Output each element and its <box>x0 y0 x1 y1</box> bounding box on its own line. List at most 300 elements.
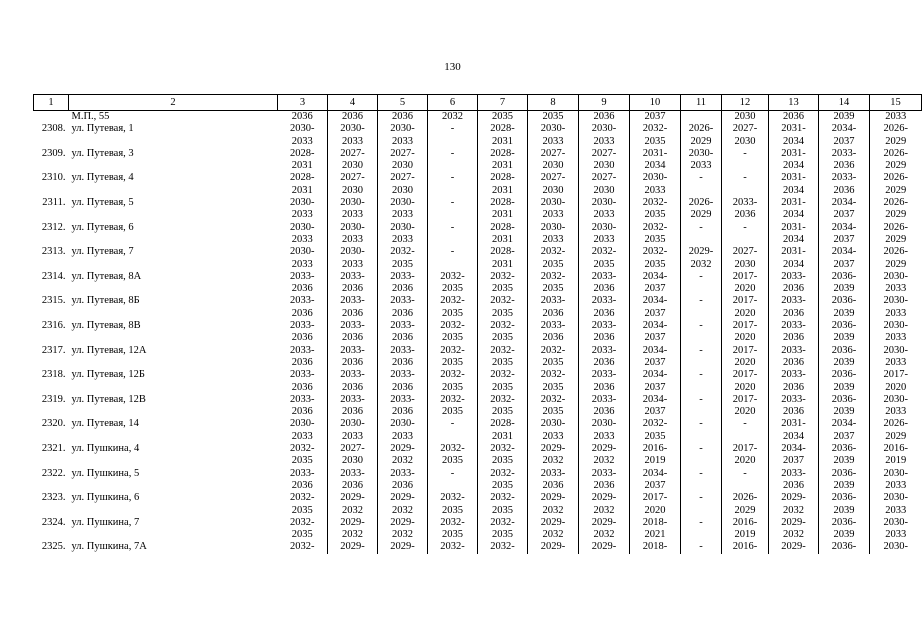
year-range-cell: 2028- 2031 <box>478 222 528 247</box>
year-range-cell: 2033- 2036 <box>290 295 315 319</box>
year-range-cell: 2036- 2039 <box>819 492 870 517</box>
year-range-cell: 2034- 2037 <box>819 222 870 247</box>
year-range-cell: 2031- 2034 <box>769 222 819 247</box>
year-range-cell: 2017- 2020 <box>722 443 769 468</box>
year-range-cell: 2030- 2033 <box>290 418 315 442</box>
year-range-cell: 2033 <box>870 111 922 124</box>
year-range-cell: 2034- 2037 <box>630 271 681 296</box>
address-cell: ул. Пушкина, 6 <box>71 492 140 504</box>
year-range-cell: 2032- 2035 <box>428 295 478 320</box>
year-range-cell: 2030- 2033 <box>579 418 630 443</box>
year-range-cell: 2016- 2019 <box>630 443 681 468</box>
row-number: 2312. <box>41 221 66 233</box>
column-header: 5 <box>378 95 428 111</box>
table-row <box>34 320 922 345</box>
year-range-cell: 2030- 2033 <box>579 197 630 222</box>
year-range-cell: - <box>681 541 722 553</box>
year-range-cell: 2016- <box>722 541 769 553</box>
year-range-cell: 2026- 2029 <box>870 418 922 443</box>
year-range-cell: 2027- 2030 <box>378 148 428 173</box>
year-range-cell: 2028- 2031 <box>478 148 528 173</box>
year-range-cell: 2017- 2020 <box>870 369 922 394</box>
year-range-cell: - <box>681 468 722 493</box>
year-range-cell: - <box>722 172 769 197</box>
year-range-cell: 2033- 2036 <box>579 345 630 370</box>
year-range-cell: 2028- 2031 <box>290 147 315 172</box>
year-range-cell: - <box>722 418 769 443</box>
row-number: 2323. <box>41 492 66 504</box>
year-range-cell: 2031- 2034 <box>769 123 819 148</box>
column-header: 12 <box>722 95 769 111</box>
year-range-cell: 2031- 2034 <box>769 418 819 443</box>
year-range-cell: 2032- 2035 <box>428 394 478 419</box>
year-range-cell: 2033- 2036 <box>328 271 378 296</box>
table-row <box>34 222 922 247</box>
year-range-cell: 2030- 2033 <box>528 197 579 222</box>
year-range-cell: 2036- <box>819 541 870 553</box>
year-range-cell: 2018- <box>630 541 681 553</box>
year-range-cell: - <box>681 271 722 296</box>
year-range-cell: - <box>681 320 722 345</box>
address-cell: М.П., 55 <box>71 111 110 122</box>
year-range-cell: - <box>681 418 722 443</box>
year-range-cell: 2018- 2021 <box>630 517 681 542</box>
address-cell: ул. Пушкина, 7 <box>71 516 140 528</box>
year-range-cell: 2034- 2037 <box>819 197 870 222</box>
year-range-cell: 2030- 2033 <box>870 295 922 320</box>
year-range-cell: 2033- 2036 <box>290 393 315 418</box>
year-range-cell: 2033- 2036 <box>378 271 428 296</box>
year-range-cell: 2029- 2032 <box>328 517 378 542</box>
year-range-cell: - <box>428 197 478 222</box>
year-range-cell: - <box>681 517 722 542</box>
address-cell: ул. Путевая, 5 <box>71 197 134 209</box>
year-range-cell: 2027- 2030 <box>528 172 579 197</box>
year-range-cell: 2029- 2032 <box>579 517 630 542</box>
table-row <box>34 541 922 553</box>
year-range-cell: 2030- 2033 <box>378 222 428 247</box>
year-range-cell: 2039 <box>819 111 870 124</box>
year-range-cell: - <box>681 443 722 468</box>
year-range-cell: 2034- 2037 <box>630 468 681 493</box>
schedule-table <box>33 94 922 554</box>
year-range-cell: 2032- 2035 <box>630 123 681 148</box>
table-row <box>34 418 922 443</box>
year-range-cell: 2033- 2036 <box>328 468 378 493</box>
table-row <box>34 468 922 493</box>
year-range-cell: 2029- 2032 <box>681 246 722 271</box>
year-range-cell: 2032- 2035 <box>478 320 528 345</box>
row-number: 2317. <box>41 344 66 356</box>
year-range-cell: 2036- 2039 <box>819 320 870 345</box>
column-header: 4 <box>328 95 378 111</box>
year-range-cell: 2034- 2037 <box>630 295 681 320</box>
year-range-cell: 2030- 2033 <box>870 320 922 345</box>
year-range-cell: 2034- 2037 <box>819 418 870 443</box>
year-range-cell: 2033- 2036 <box>769 345 819 370</box>
address-cell: ул. Пушкина, 5 <box>71 467 140 479</box>
row-number: 2311. <box>42 197 66 209</box>
year-range-cell: 2029- 2032 <box>579 492 630 517</box>
year-range-cell: 2032- 2035 <box>428 369 478 394</box>
year-range-cell: 2033- 2036 <box>769 295 819 320</box>
column-header: 15 <box>870 95 922 111</box>
year-range-cell: 2030- 2033 <box>528 222 579 247</box>
table-header-row <box>34 95 922 111</box>
year-range-cell: 2027- 2030 <box>328 172 378 197</box>
year-range-cell: 2029- 2032 <box>378 443 428 468</box>
year-range-cell: 2033- 2036 <box>528 320 579 345</box>
table-row <box>34 123 922 148</box>
year-range-cell: 2035 <box>478 111 528 124</box>
year-range-cell: 2027- 2030 <box>722 246 769 271</box>
row-number: 2308. <box>41 123 66 135</box>
year-range-cell: 2032- 2035 <box>478 345 528 370</box>
year-range-cell: 2029- 2032 <box>378 517 428 542</box>
year-range-cell: 2029- 2032 <box>528 492 579 517</box>
year-range-cell: 2032- 2035 <box>428 443 478 468</box>
year-range-cell: 2028- 2031 <box>478 418 528 443</box>
year-range-cell: 2030- 2033 <box>328 418 378 443</box>
year-range-cell: 2028- 2031 <box>290 172 315 196</box>
year-range-cell: 2032- 2035 <box>528 246 579 271</box>
year-range-cell: 2033- 2036 <box>378 295 428 320</box>
year-range-cell: 2035 <box>528 111 579 124</box>
year-range-cell: 2036- 2039 <box>819 443 870 468</box>
year-range-cell: 2030- 2033 <box>579 123 630 148</box>
column-header: 2 <box>69 95 278 111</box>
row-number: 2314. <box>41 270 66 282</box>
year-range-cell: 2032 <box>428 111 478 124</box>
address-cell: ул. Путевая, 4 <box>71 172 134 184</box>
year-range-cell: - <box>428 418 478 443</box>
year-range-cell: 2027- 2030 <box>328 148 378 173</box>
year-range-cell: 2030- 2033 <box>290 197 315 221</box>
year-range-cell: - <box>681 222 722 247</box>
table-row <box>34 148 922 173</box>
address-cell: ул. Путевая, 3 <box>71 147 134 159</box>
address-cell: ул. Путевая, 12В <box>71 393 146 405</box>
year-range-cell: 2026- 2029 <box>870 222 922 247</box>
year-range-cell: 2032- 2035 <box>478 443 528 468</box>
address-cell: ул. Путевая, 7 <box>71 246 134 258</box>
address-cell: ул. Путевая, 8В <box>71 320 141 332</box>
year-range-cell: 2033- 2036 <box>378 320 428 345</box>
year-range-cell: - <box>722 468 769 493</box>
year-range-cell: 2032- 2035 <box>290 443 315 467</box>
year-range-cell: 2036- 2039 <box>819 295 870 320</box>
year-range-cell: 2030- 2033 <box>290 246 315 270</box>
year-range-cell: 2032- 2035 <box>630 246 681 271</box>
table-row <box>34 111 922 124</box>
table-row <box>34 246 922 271</box>
year-range-cell: 2033- 2036 <box>579 271 630 296</box>
year-range-cell <box>681 111 722 124</box>
year-range-cell: 2031- 2034 <box>769 172 819 197</box>
year-range-cell: 2017- 2020 <box>630 492 681 517</box>
year-range-cell: 2032- 2035 <box>528 369 579 394</box>
year-range-cell: 2030- 2033 <box>870 492 922 517</box>
year-range-cell: 2033- 2036 <box>819 172 870 197</box>
year-range-cell: 2031- 2034 <box>769 246 819 271</box>
year-range-cell: 2017- 2020 <box>722 369 769 394</box>
year-range-cell: 2032- 2035 <box>428 517 478 542</box>
year-range-cell: 2027- 2030 <box>528 148 579 173</box>
row-number: 2325. <box>41 541 66 553</box>
year-range-cell: 2029- <box>769 541 819 553</box>
year-range-cell: 2017- 2020 <box>722 320 769 345</box>
year-range-cell: 2017- 2020 <box>722 295 769 320</box>
table-row <box>34 394 922 419</box>
year-range-cell: 2036- 2039 <box>819 369 870 394</box>
year-range-cell: 2032- 2035 <box>478 271 528 296</box>
year-range-cell: 2030- 2033 <box>290 221 315 245</box>
table-row <box>34 369 922 394</box>
year-range-cell: 2033- 2036 <box>290 270 315 295</box>
year-range-cell: 2017- 2020 <box>722 394 769 419</box>
year-range-cell: 2030- 2033 <box>378 197 428 222</box>
year-range-cell: - <box>722 222 769 247</box>
row-number: 2321. <box>41 443 66 455</box>
year-range-cell: 2033- 2036 <box>378 394 428 419</box>
year-range-cell: 2030- 2033 <box>870 517 922 542</box>
year-range-cell: 2032- 2035 <box>428 345 478 370</box>
table-row <box>34 197 922 222</box>
year-range-cell: 2031- 2034 <box>630 148 681 173</box>
year-range-cell: 2034- 2037 <box>819 246 870 271</box>
year-range-cell: - <box>681 172 722 197</box>
address-cell: ул. Путевая, 12А <box>71 344 147 356</box>
year-range-cell: 2036- 2039 <box>819 271 870 296</box>
column-header: 6 <box>428 95 478 111</box>
year-range-cell: 2026- 2029 <box>870 148 922 173</box>
year-range-cell: 2029- <box>579 541 630 553</box>
year-range-cell: 2032- 2035 <box>290 492 315 516</box>
year-range-cell: 2029- 2032 <box>378 492 428 517</box>
year-range-cell: 2032- 2035 <box>478 468 528 493</box>
year-range-cell: 2032- 2035 <box>478 295 528 320</box>
year-range-cell: 2030- 2033 <box>328 246 378 271</box>
year-range-cell: - <box>681 492 722 517</box>
year-range-cell: 2034- 2037 <box>819 123 870 148</box>
column-header: 14 <box>819 95 870 111</box>
year-range-cell: 2026- 2029 <box>870 123 922 148</box>
column-header: 7 <box>478 95 528 111</box>
column-header: 1 <box>34 95 69 111</box>
year-range-cell: 2029- 2032 <box>528 517 579 542</box>
year-range-cell: 2017- 2020 <box>722 271 769 296</box>
year-range-cell: 2027- 2030 <box>579 148 630 173</box>
year-range-cell: 2033- 2036 <box>769 320 819 345</box>
year-range-cell: 2027- 2030 <box>579 172 630 197</box>
year-range-cell: 2030- 2033 <box>528 418 579 443</box>
year-range-cell: 2032- 2035 <box>630 418 681 443</box>
year-range-cell: 2033- 2036 <box>579 295 630 320</box>
year-range-cell: 2033- 2036 <box>579 320 630 345</box>
year-range-cell: 2031- 2034 <box>769 148 819 173</box>
year-range-cell: 2027- 2030 <box>722 123 769 148</box>
year-range-cell: 2030- 2033 <box>681 148 722 173</box>
row-number: 2310. <box>41 172 66 184</box>
year-range-cell: 2036 <box>328 111 378 124</box>
table-row <box>34 295 922 320</box>
year-range-cell: 2030- 2033 <box>328 197 378 222</box>
year-range-cell: 2030- 2033 <box>290 123 315 147</box>
year-range-cell: 2036 <box>769 111 819 124</box>
year-range-cell: 2033- 2036 <box>579 369 630 394</box>
year-range-cell: 2036- 2039 <box>819 468 870 493</box>
row-number: 2315. <box>41 295 66 307</box>
year-range-cell: 2030- 2033 <box>630 172 681 197</box>
year-range-cell: 2030- 2033 <box>870 394 922 419</box>
year-range-cell: 2029- 2032 <box>769 492 819 517</box>
column-header: 3 <box>278 95 328 111</box>
year-range-cell: 2033- 2036 <box>769 271 819 296</box>
address-cell: ул. Путевая, 14 <box>71 418 139 430</box>
table-row <box>34 492 922 517</box>
year-range-cell: 2029- 2032 <box>328 492 378 517</box>
year-range-cell: 2033- 2036 <box>290 467 315 491</box>
year-range-cell: 2033- 2036 <box>378 345 428 370</box>
year-range-cell: 2033- 2036 <box>579 394 630 419</box>
year-range-cell: 2032- 2035 <box>428 271 478 296</box>
year-range-cell: 2026- 2029 <box>681 197 722 222</box>
address-cell: ул. Путевая, 1 <box>71 123 134 135</box>
year-range-cell: - <box>428 123 478 148</box>
row-number: 2319. <box>41 393 66 405</box>
year-range-cell: 2026- 2029 <box>722 492 769 517</box>
address-cell: ул. Пушкина, 4 <box>71 443 140 455</box>
row-number: 2313. <box>41 246 66 258</box>
year-range-cell: 2033- 2036 <box>290 369 315 393</box>
table-row <box>34 172 922 197</box>
year-range-cell: 2028- 2031 <box>478 172 528 197</box>
column-header: 10 <box>630 95 681 111</box>
year-range-cell: 2034- 2037 <box>630 345 681 370</box>
year-range-cell: 2033- 2036 <box>328 369 378 394</box>
year-range-cell: 2033- 2036 <box>819 148 870 173</box>
year-range-cell: 2026- 2029 <box>870 172 922 197</box>
year-range-cell: 2030- 2033 <box>328 123 378 148</box>
year-range-cell: 2026- 2029 <box>681 123 722 148</box>
year-range-cell: 2029- <box>378 541 428 553</box>
year-range-cell: 2028- 2031 <box>478 123 528 148</box>
year-range-cell: 2033- 2036 <box>769 394 819 419</box>
year-range-cell: 2033- 2036 <box>769 369 819 394</box>
year-range-cell: 2032- <box>290 541 315 553</box>
year-range-cell: 2026- 2029 <box>870 197 922 222</box>
column-header: 13 <box>769 95 819 111</box>
row-number: 2309. <box>41 147 66 159</box>
year-range-cell: - <box>428 246 478 271</box>
year-range-cell: 2030- 2033 <box>579 222 630 247</box>
year-range-cell: 2029- <box>528 541 579 553</box>
row-number <box>34 111 69 124</box>
year-range-cell: 2034- 2037 <box>630 320 681 345</box>
address-cell: ул. Путевая, 12Б <box>71 369 145 381</box>
year-range-cell: 2033- 2036 <box>769 468 819 493</box>
year-range-cell: 2034- 2037 <box>630 369 681 394</box>
year-range-cell: 2031- 2034 <box>769 197 819 222</box>
year-range-cell: 2030- 2033 <box>378 418 428 443</box>
year-range-cell: 2036 <box>579 111 630 124</box>
year-range-cell: 2033- 2036 <box>579 468 630 493</box>
year-range-cell: 2032- <box>478 541 528 553</box>
address-cell: ул. Путевая, 8Б <box>71 295 140 307</box>
year-range-cell: 2033- 2036 <box>378 369 428 394</box>
year-range-cell: - <box>428 222 478 247</box>
year-range-cell: 2032- 2035 <box>630 197 681 222</box>
year-range-cell: 2032- 2035 <box>478 492 528 517</box>
year-range-cell: 2029- 2032 <box>769 517 819 542</box>
year-range-cell: 2027- 2030 <box>378 172 428 197</box>
year-range-cell: 2030- 2033 <box>328 222 378 247</box>
year-range-cell: 2033- 2036 <box>290 320 315 344</box>
table-row <box>34 271 922 296</box>
year-range-cell: 2030- 2033 <box>870 468 922 493</box>
year-range-cell: 2017- 2020 <box>722 345 769 370</box>
year-range-cell: 2032- 2035 <box>528 394 579 419</box>
year-range-cell: 2030- 2033 <box>528 123 579 148</box>
page-number: 130 <box>444 61 461 73</box>
year-range-cell: 2030- 2033 <box>870 345 922 370</box>
year-range-cell: 2033- 2036 <box>328 345 378 370</box>
year-range-cell: 2028- 2031 <box>478 246 528 271</box>
row-number: 2322. <box>41 467 66 479</box>
year-range-cell: 2033- 2036 <box>528 468 579 493</box>
table-row <box>34 517 922 542</box>
year-range-cell: 2032- 2035 <box>378 246 428 271</box>
row-number: 2316. <box>41 320 66 332</box>
year-range-cell: 2034- 2037 <box>769 443 819 468</box>
row-number: 2324. <box>41 516 66 528</box>
year-range-cell: - <box>681 394 722 419</box>
year-range-cell: 2033- 2036 <box>328 320 378 345</box>
year-range-cell: 2028- 2031 <box>478 197 528 222</box>
year-range-cell: 2032- 2035 <box>528 271 579 296</box>
year-range-cell: 2032- 2035 <box>478 517 528 542</box>
year-range-cell: - <box>428 468 478 493</box>
year-range-cell: 2033- 2036 <box>722 197 769 222</box>
year-range-cell: - <box>681 345 722 370</box>
year-range-cell: - <box>428 148 478 173</box>
year-range-cell: 2036- 2039 <box>819 345 870 370</box>
year-range-cell: 2032- 2035 <box>579 246 630 271</box>
year-range-cell: 2032- <box>428 541 478 553</box>
year-range-cell: - <box>428 172 478 197</box>
year-range-cell: 2033- 2036 <box>528 295 579 320</box>
year-range-cell: 2032- 2035 <box>478 369 528 394</box>
address-cell: ул. Путевая, 8А <box>71 270 142 282</box>
year-range-cell: 2016- 2019 <box>870 443 922 468</box>
year-range-cell: - <box>722 148 769 173</box>
row-number: 2320. <box>41 418 66 430</box>
year-range-cell: 2030- 2033 <box>870 271 922 296</box>
year-range-cell: 2026- 2029 <box>870 246 922 271</box>
row-number: 2318. <box>41 369 66 381</box>
table-row <box>34 443 922 468</box>
year-range-cell: 2032- 2035 <box>478 394 528 419</box>
column-header: 8 <box>528 95 579 111</box>
year-range-cell: 2033- 2036 <box>328 295 378 320</box>
year-range-cell: 2029- 2032 <box>579 443 630 468</box>
year-range-cell: 2034- 2037 <box>630 394 681 419</box>
year-range-cell: 2030 <box>722 111 769 124</box>
year-range-cell: - <box>681 295 722 320</box>
year-range-cell: 2036 <box>378 111 428 124</box>
year-range-cell: 2036- 2039 <box>819 394 870 419</box>
year-range-cell: 2032- 2035 <box>630 222 681 247</box>
